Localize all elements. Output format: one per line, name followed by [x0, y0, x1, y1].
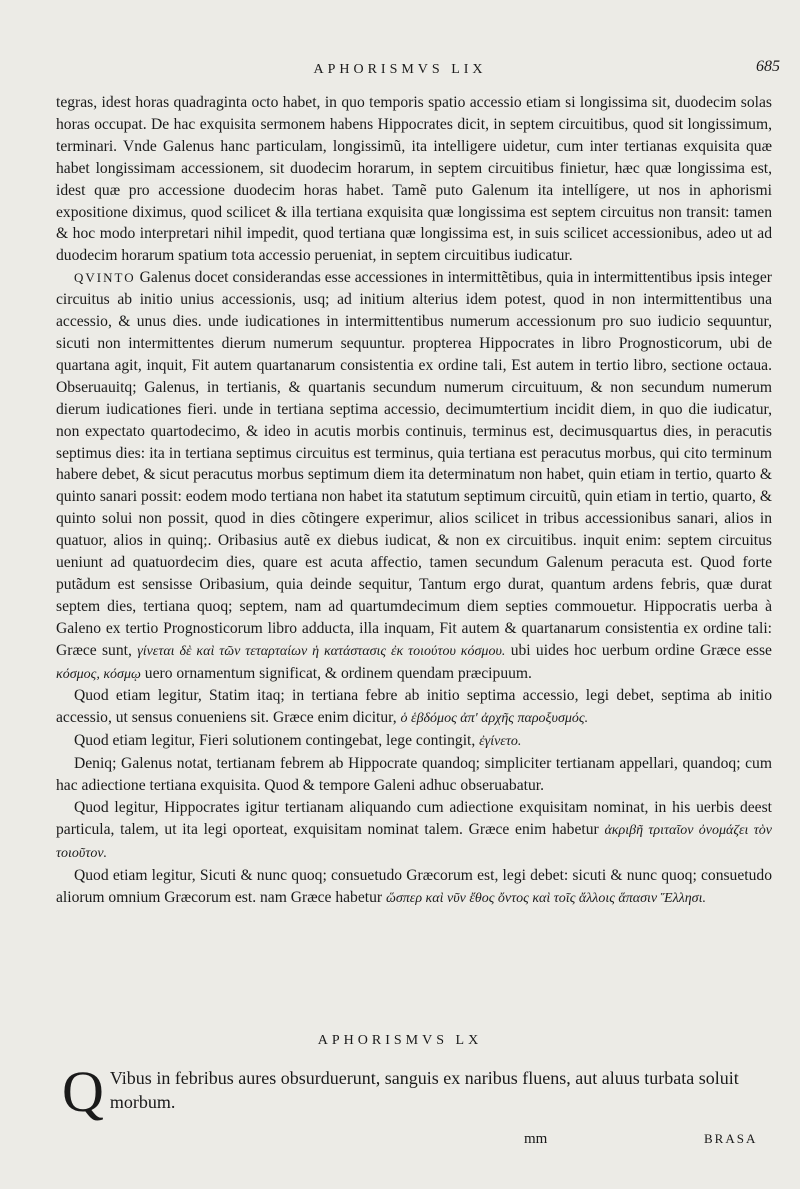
paragraph-text: tegras, idest horas quadraginta octo habet, in quo temporis spatio accessio etiam si longissima sit, duodecim solas horas occupat. De hac exquisita sermonem habens Hippocrates dicit, in septem circuitibus, quod sit longissimum, terminari. Vnde Galenus hanc particulam, longissimũ, ita intelligere uidetur, cum inter tertianas exquisita quæ habet longissimam accessionem, sit duodecim horarum, in septem circuitibus finietur, hæc quæ longissima est, idest quæ pro accessione duodecim horas habet. Tamẽ puto Galenum ita intellígere, ut nos in aphorismi expositione diximus, quod scilicet & illa tertiana exquisita quæ longissima est septem circuitus non transit: tamen & hoc modo interpretari nihil impedit, quod tertiana quæ longissima est, in suis scilicet accessionibus, adeo ut ad duodecim horarum spatium tota accessio perueniat, in septem circuitibus iudicatur. — [56, 94, 772, 265]
running-head: APHORISMVS LIX — [313, 62, 487, 77]
paragraph — [56, 267, 772, 685]
paragraph-text: ubi uides hoc uerbum ordine Græce esse — [510, 641, 772, 659]
paragraph-text: uero ornamentum significat, & ordinem quendam præcipuum. — [144, 664, 532, 682]
paragraph — [56, 753, 772, 797]
aphorism-text — [62, 1059, 774, 1124]
greek-quotation: ἀκριβῆ τριταῖον ὀνομάζει τὸν τοιοῦτον. — [56, 822, 772, 861]
page-number: 685 — [756, 58, 780, 75]
paragraph-text: Quod etiam legitur, Statim itaq; in tertiana febre ab initio septima accessio, legi debet, septima ab initio accessio, ut sensus conueniens sit. Græce enim dicitur, — [56, 687, 772, 727]
paragraph-text: Quod etiam legitur, Fieri solutionem contingebat, lege contingit, — [74, 732, 476, 750]
paragraph-text: Quod etiam legitur, Sicuti & nunc quoq; consuetudo Græcorum est, legi debet: sicuti & nunc quoq; consuetudo aliorum omnium Græcorum est. nam Græce habetur — [56, 866, 772, 906]
aphorism-body: Vibus in febribus aures obsurduerunt, sanguis ex naribus fluens, aut aluus turbata soluit morbum. — [109, 1068, 739, 1112]
greek-quotation: ὥσπερ καὶ νῦν ἔθος ὄντος καὶ τοῖς ἄλλοις ἅπασιν Ἕλλησι. — [386, 890, 706, 906]
paragraph-text: Galenus docet considerandas esse accessiones in intermittẽtibus, quia in intermittentibus ipsis integer circuitus ab initio unius accessionis, usq; ad initium alterius idem potest, quod in non intermittentibus una accessio, & unus dies. unde iudicationes in intermittentibus numerum accessionum pro suo iudicio sequuntur, sicuti non intermittentes dierum numerum sequuntur. propterea Hippocrates in libro Prognosticorum, ubi de quartana agit, inquit, Fit autem quartanarum consistentia ex ordine tali, Est autem in tertio libro, sectione octaua. Obseruauitq; Galenus, in tertianis, & quartanis secundum numerum circuituum, & non secundum numerum dierum iudicationes fieri. unde in tertiana septima accessio, decimumtertium incidit diem, in quo die iudicatur, non expectato quartodecimo, & ideo in acutis morbis continuis, terminus est, decimusquartus dies, in peracutis septimus dies: ita in tertiana septimus circuitus est terminus, quia tertiana est peracutus morbus, qui cito terminum habere debet, & sicut peracutus morbus septimum diem ita determinatum non habet, quin etiam in tertio, quarto & quinto sanari possit: eodem modo tertiana non habet ita statutum septimum circuitũ, quin etiam in tertio, quarto, & quinto solui non possit, quod in dies cõtingere experimur, alios scilicet in tribus accessionibus sanari, alios in quatuor, alios in quinq;. Oribasius autẽ ex diebus iudicat, & non ex circuitibus. inquit enim: septem circuitus ueniunt ad quatuordecim dies, quare est acuta affectio, tamen secundum Galenum peracuta est. Quod forte putãdum est sensisse Oribasium, quia deinde sequitur, Tantum ergo durat, quantum ardens febris, quæ durat septem dies, tertiana quoq; septem, nam ad quartumdecimum diem septies commouetur. Hippocratis uerba à Galeno ex tertio Prognosticorum libro adducta, illa inquam, Fit autem & quartanarum consistentia ex ordine tali: Græce sunt, — [56, 269, 772, 659]
section-label: QVINTO — [74, 270, 136, 286]
main-text — [56, 92, 772, 910]
section-heading: APHORISMVS LX — [317, 1033, 483, 1048]
paragraph — [56, 797, 772, 865]
paragraph — [56, 730, 772, 753]
paragraph — [56, 685, 772, 730]
greek-quotation: ὁ ἑβδόμος ἀπ' ἀρχῆς παροξυσμός. — [400, 711, 589, 727]
drop-cap: Q — [62, 1059, 104, 1124]
paragraph-text: Quod legitur, Hippocrates igitur tertianam aliquando cum adiectione exquisitam nominat, in his uerbis deest particula, talem, ut ita legi oporteat, exquisitam nominat talem. Græce enim habetur — [56, 799, 772, 838]
greek-quotation: κόσμος, κόσμῳ — [56, 666, 141, 682]
signature-mark: mm — [524, 1131, 548, 1147]
greek-quotation: ἐγίνετο. — [479, 734, 522, 750]
paragraph — [56, 865, 772, 910]
catchword: BRASA — [704, 1131, 758, 1146]
paragraph-text: Deniq; Galenus notat, tertianam febrem ab Hippocrate quandoq; simpliciter tertianam appellari, quandoq; cum hac adiectione tertiana exquisita. Quod & tempore Galeni adhuc obseruabatur. — [56, 755, 772, 795]
greek-quotation: γίνεται δὲ καὶ τῶν τεταρταίων ἡ κατάστασις ἐκ τοιούτου κόσμου. — [137, 643, 506, 659]
paragraph — [56, 92, 772, 267]
